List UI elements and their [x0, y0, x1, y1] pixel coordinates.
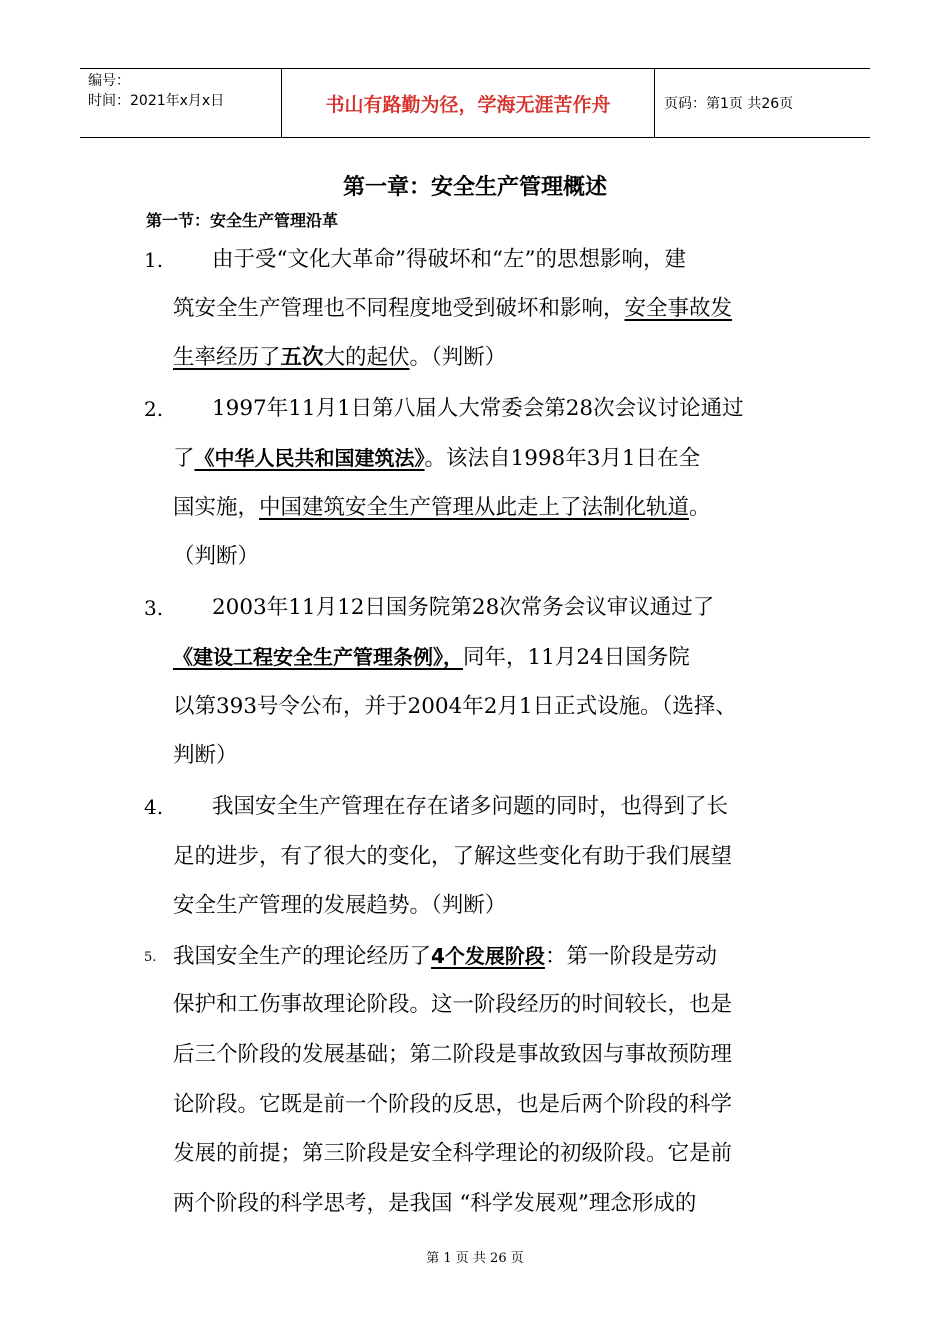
item-line: 生率经历了五次大的起伏。（判断） [173, 345, 507, 370]
regulation-title: 《建设工程安全生产管理条例》， [173, 645, 463, 669]
item-line: 以第393号令公布，并于2004年2月1日正式设施。（选择、 [173, 694, 737, 719]
item-line: 《建设工程安全生产管理条例》，同年，11月24日国务院 [173, 645, 690, 670]
item-number: 5. [144, 950, 157, 965]
item-line: 国实施，中国建筑安全生产管理从此走上了法制化轨道。 [173, 495, 711, 520]
header-table [80, 68, 870, 138]
item-line: 我国安全生产的理论经历了4个发展阶段：第一阶段是劳动 [173, 944, 717, 969]
item-line: 1997年11月1日第八届人大常委会第28次会议讨论通过 [212, 396, 744, 421]
item-number: 2. [144, 397, 164, 421]
page-footer: 第 1 页 共 26 页 [426, 1251, 524, 1266]
header-motto: 书山有路勤为径，学海无涯苦作舟 [282, 69, 655, 137]
item-line: 足的进步，有了很大的变化，了解这些变化有助于我们展望 [173, 844, 733, 869]
item-line: 判断） [173, 743, 238, 768]
section-title: 第一节：安全生产管理沿革 [146, 211, 339, 230]
date-label: 时间：2021年x月x日 [88, 93, 225, 109]
header-meta [80, 69, 282, 137]
chapter-title: 第一章：安全生产管理概述 [342, 175, 607, 200]
number-label: 编号： [88, 73, 130, 89]
item-number: 1. [144, 248, 164, 272]
item-number: 3. [144, 596, 164, 620]
item-line: 由于受“文化大革命”得破坏和“左”的思想影响，建 [212, 247, 686, 272]
item-line: 论阶段。它既是前一个阶段的反思，也是后两个阶段的科学 [173, 1092, 733, 1117]
underlined-text: 安全事故发 [624, 296, 733, 321]
item-line: 保护和工伤事故理论阶段。这一阶段经历的时间较长，也是 [173, 992, 733, 1017]
law-title: 《中华人民共和国建筑法》 [194, 446, 425, 470]
emphasis-text: 五次 [280, 345, 324, 370]
header-page-label: 页码：第1页 共26页 [664, 96, 794, 112]
emphasis-text: 4个发展阶段 [431, 944, 545, 968]
underlined-text: 中国建筑安全生产管理从此走上了法制化轨道 [259, 495, 690, 520]
item-line: 安全生产管理的发展趋势。（判断） [173, 893, 507, 918]
item-line: 后三个阶段的发展基础；第二阶段是事故致因与事故预防理 [173, 1042, 733, 1067]
item-line: 两个阶段的科学思考，是我国 “科学发展观”理念形成的 [173, 1191, 697, 1216]
item-line: 筑安全生产管理也不同程度地受到破坏和影响，安全事故发 [173, 296, 733, 321]
item-line: 我国安全生产管理在存在诸多问题的同时，也得到了长 [212, 794, 729, 819]
item-line: 发展的前提；第三阶段是安全科学理论的初级阶段。它是前 [173, 1141, 733, 1166]
item-number: 4. [144, 795, 164, 819]
item-line: 2003年11月12日国务院第28次常务会议审议通过了 [212, 595, 715, 620]
item-line: 了《中华人民共和国建筑法》。该法自1998年3月1日在全 [173, 446, 701, 471]
item-line: （判断） [173, 544, 260, 569]
